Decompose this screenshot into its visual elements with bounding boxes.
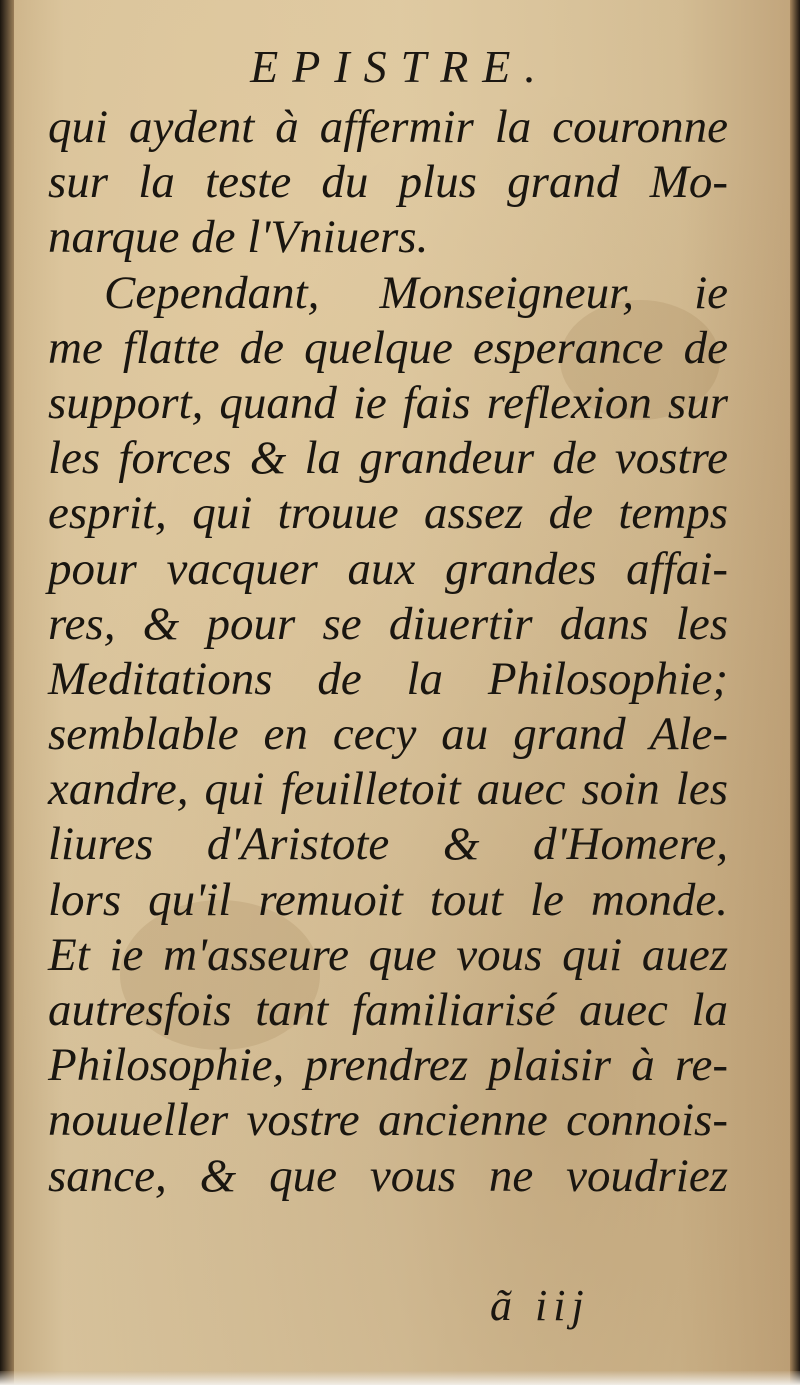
text-line: les forces & la grandeur de vostre: [48, 432, 728, 485]
text-line: sur la teste du plus grand Mo-: [48, 156, 728, 209]
page-right-edge-shadow: [790, 0, 800, 1385]
signature-mark: ã iij: [490, 1281, 590, 1330]
text-line: sance, & que vous ne voudriez: [48, 1149, 728, 1202]
running-head: EPISTRE.: [250, 41, 550, 92]
page-left-edge-shadow: [0, 0, 14, 1385]
text-line: liures d'Aristote & d'Homere,: [48, 818, 728, 871]
text-line: support, quand ie fais reflexion sur: [48, 376, 728, 429]
text-line: autresfois tant familiarisé auec la: [48, 984, 728, 1036]
text-line: lors qu'il remuoit tout le monde.: [48, 873, 728, 926]
text-line: res, & pour se diuertir dans les: [48, 597, 728, 650]
text-line: esprit, qui trouue assez de temps: [48, 487, 728, 540]
text-line: xandre, qui feuilletoit auec soin les: [48, 763, 728, 816]
text-line: me flatte de quelque esperance de: [48, 321, 728, 374]
page-bottom-edge: [0, 1371, 800, 1385]
text-line: semblable en cecy au grand Ale-: [48, 708, 728, 761]
text-line: Et ie m'asseure que vous qui auez: [48, 928, 728, 981]
text-line: Cependant, Monseigneur, ie: [104, 266, 728, 319]
body-text: [48, 100, 728, 1204]
text-line: Meditations de la Philosophie;: [48, 652, 728, 705]
text-line: pour vacquer aux grandes affai-: [48, 542, 728, 595]
text-line: Philosophie, prendrez plaisir à re-: [48, 1039, 728, 1092]
text-line: nouueller vostre ancienne connois-: [48, 1094, 728, 1147]
text-line: qui aydent à affermir la couronne: [48, 101, 728, 153]
text-line: narque de l'Vniuers.: [48, 211, 429, 264]
